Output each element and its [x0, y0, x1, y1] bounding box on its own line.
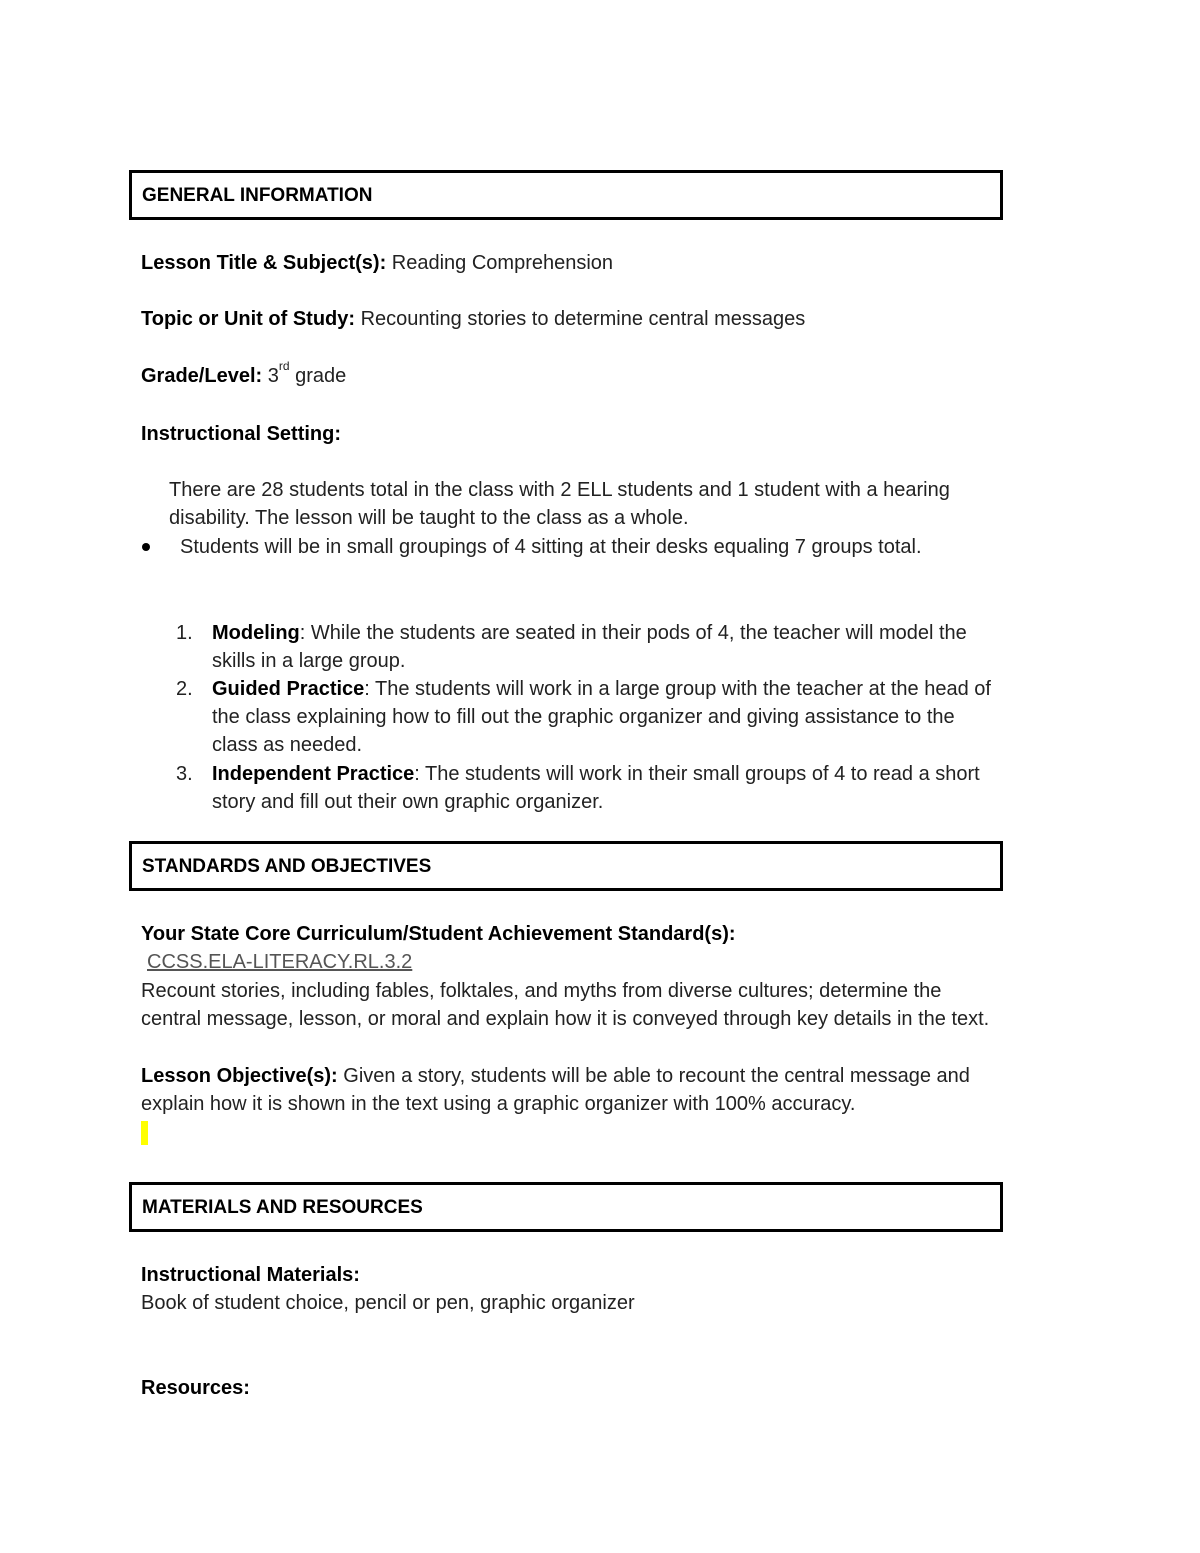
objective-text-line-2: explain how it is shown in the text using a graphic organizer with 100% accuracy.	[141, 1093, 856, 1115]
standard-code[interactable]: CCSS.ELA-LITERACY.RL.3.2	[147, 951, 413, 973]
field-label: Topic or Unit of Study:	[141, 308, 356, 330]
grade-word: grade	[289, 365, 347, 387]
field-label: Grade/Level:	[141, 365, 263, 387]
setting-text-line-1: There are 28 students total in the class with 2 ELL students and 1 student with a hearing	[169, 479, 950, 501]
grade-suffix: rd	[278, 359, 290, 373]
topic-field	[141, 305, 805, 333]
standard-text-line-1: Recount stories, including fables, folktales, and myths from diverse cultures; determine the	[141, 980, 942, 1002]
list-item-continuation: class as needed.	[212, 734, 363, 756]
section-title: MATERIALS AND RESOURCES	[142, 1197, 423, 1218]
bullet-text: Students will be in small groupings of 4 sitting at their desks equaling 7 groups total.	[180, 536, 922, 558]
section-title: STANDARDS AND OBJECTIVES	[142, 856, 432, 877]
list-number: 2.	[176, 678, 193, 700]
general-information-header	[129, 170, 1003, 220]
list-item-text: : While the students are seated in their pods of 4, the teacher will model the	[299, 622, 967, 644]
materials-resources-header	[129, 1182, 1003, 1232]
highlight-mark	[141, 1121, 148, 1145]
bullet-icon	[142, 543, 150, 551]
instructional-materials-label: Instructional Materials:	[141, 1264, 360, 1286]
standard-text-line-2: central message, lesson, or moral and explain how it is conveyed through key details in the text.	[141, 1008, 990, 1030]
setting-text-line-2: disability. The lesson will be taught to the class as a whole.	[169, 507, 689, 529]
field-label: Lesson Title & Subject(s):	[141, 252, 387, 274]
instructional-setting-label: Instructional Setting:	[141, 423, 341, 445]
lesson-title-field	[141, 249, 613, 277]
standard-code-link[interactable]	[147, 948, 412, 976]
standards-objectives-header	[129, 841, 1003, 891]
list-number: 1.	[176, 622, 193, 644]
list-item-label: Independent Practice	[212, 763, 415, 785]
instructional-materials-value: Book of student choice, pencil or pen, graphic organizer	[141, 1292, 635, 1314]
section-title: GENERAL INFORMATION	[142, 185, 373, 206]
list-item-guided-practice	[212, 675, 991, 703]
list-item-continuation: story and fill out their own graphic organizer.	[212, 791, 604, 813]
list-item-text: : The students will work in a large group with the teacher at the head of	[364, 678, 991, 700]
field-label: Lesson Objective(s):	[141, 1065, 338, 1087]
field-value: Reading Comprehension	[386, 252, 614, 274]
list-item-independent-practice	[212, 760, 980, 788]
lesson-objective-field	[141, 1062, 970, 1090]
list-item-continuation: skills in a large group.	[212, 650, 406, 672]
grade-field	[141, 359, 347, 390]
list-item-label: Guided Practice	[212, 678, 365, 700]
list-item-modeling	[212, 619, 967, 647]
list-item-text: : The students will work in their small groups of 4 to read a short	[414, 763, 980, 785]
resources-label: Resources:	[141, 1377, 250, 1399]
list-item-continuation: the class explaining how to fill out the graphic organizer and giving assistance to the	[212, 706, 955, 728]
grade-number: 3	[262, 365, 279, 387]
list-item-label: Modeling	[212, 622, 300, 644]
field-value: Recounting stories to determine central messages	[355, 308, 806, 330]
list-number: 3.	[176, 763, 193, 785]
field-value: Given a story, students will be able to recount the central message and	[337, 1065, 970, 1087]
core-standard-label: Your State Core Curriculum/Student Achievement Standard(s):	[141, 923, 736, 945]
